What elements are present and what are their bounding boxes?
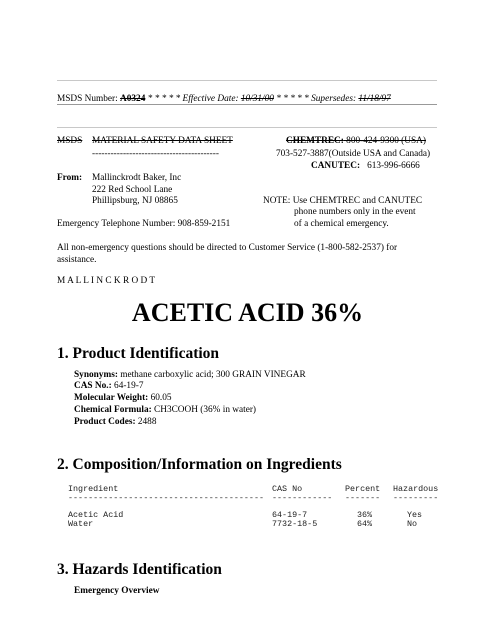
formula-row <box>74 405 256 415</box>
molecular-weight-value: 60.05 <box>148 393 172 403</box>
molecular-weight-row <box>74 393 172 403</box>
table-cell: 64-19-7 <box>272 510 308 520</box>
product-codes-row <box>74 417 156 427</box>
section-2-heading: 2. Composition/Information on Ingredients <box>57 456 342 473</box>
table-dashes: --------------------------------------- <box>68 493 265 503</box>
header-top-rule <box>57 127 437 128</box>
company-name: Mallinckrodt Baker, Inc <box>92 173 182 183</box>
separator: * * * * * <box>273 94 312 104</box>
synonyms-label: Synonyms: <box>74 370 118 380</box>
street-address: 222 Red School Lane <box>92 185 173 195</box>
outside-usa-number: 703-527-3887(Outside USA and Canada) <box>276 149 431 159</box>
table-header-ingredient: Ingredient <box>68 484 119 494</box>
brand-name: M A L L I N C K R O D T <box>57 276 156 286</box>
canutec-label: CANUTEC: <box>311 161 361 171</box>
city-address: Phillipsburg, NJ 08865 <box>92 196 178 206</box>
table-dashes: ------------ <box>272 493 333 503</box>
table-cell: Water <box>68 519 94 529</box>
table-cell: Acetic Acid <box>68 510 124 520</box>
table-cell: No <box>407 519 418 529</box>
synonyms-value: methane carboxylic acid; 300 GRAIN VINEGAR <box>117 370 306 380</box>
table-cell: Yes <box>407 510 423 520</box>
product-codes-value: 2488 <box>135 417 157 427</box>
table-header-hazardous: Hazardous <box>393 484 439 494</box>
cas-label: CAS No.: <box>74 381 112 391</box>
msds-number: A0324 <box>120 94 146 104</box>
chemtrec-line <box>286 136 426 146</box>
table-header-cas: CAS No <box>272 484 303 494</box>
table-dashes: ------- <box>345 493 381 503</box>
cas-row <box>74 381 143 391</box>
effective-date-label: Effective Date: <box>182 94 241 104</box>
synonyms-row <box>74 370 306 380</box>
msds-number-line <box>57 94 391 104</box>
note-line-2: phone numbers only in the event <box>294 207 416 217</box>
supersedes-label: Supersedes: <box>311 94 359 104</box>
product-title: ACETIC ACID 36% <box>131 298 364 327</box>
note-line-1: NOTE: Use CHEMTREC and CANUTEC <box>263 196 423 206</box>
chemtrec-label: CHEMTREC: <box>286 136 344 146</box>
supersedes-date: 11/18/97 <box>358 94 391 104</box>
table-header-percent: Percent <box>345 484 381 494</box>
msds-rule <box>57 104 437 105</box>
effective-date: 10/31/00 <box>240 94 274 104</box>
table-dashes: --------- <box>393 493 439 503</box>
canutec-number: 613-996-6666 <box>367 161 420 171</box>
section-3-heading: 3. Hazards Identification <box>57 561 222 578</box>
from-label: From: <box>57 173 83 183</box>
molecular-weight-label: Molecular Weight: <box>74 393 149 403</box>
title-dashes: ----------------------------------------- <box>92 149 219 159</box>
cas-value: 64-19-7 <box>111 381 144 391</box>
formula-label: Chemical Formula: <box>74 405 152 415</box>
table-cell: 7732-18-5 <box>272 519 318 529</box>
table-cell: 64% <box>357 519 373 529</box>
chemtrec-number: 800-424-9300 (USA) <box>343 136 426 146</box>
top-rule <box>57 80 437 81</box>
sheet-title: MATERIAL SAFETY DATA SHEET <box>92 136 233 146</box>
canutec-line <box>311 161 420 171</box>
nonemergency-line-1: All non-emergency questions should be directed to Customer Service (1-800-582-2537) for <box>57 243 398 253</box>
separator: * * * * * <box>145 94 183 104</box>
msds-number-label: MSDS Number: <box>57 94 121 104</box>
nonemergency-line-2: assistance. <box>57 255 97 265</box>
table-cell: 36% <box>357 510 373 520</box>
product-codes-label: Product Codes: <box>74 417 136 427</box>
emergency-phone: Emergency Telephone Number: 908-859-2151 <box>57 219 231 229</box>
section-1-heading: 1. Product Identification <box>57 345 220 362</box>
note-line-3: of a chemical emergency. <box>294 219 389 229</box>
msds-label: MSDS <box>57 136 83 146</box>
formula-value: CH3COOH (36% in water) <box>151 405 257 415</box>
emergency-overview-heading: Emergency Overview <box>74 586 160 596</box>
